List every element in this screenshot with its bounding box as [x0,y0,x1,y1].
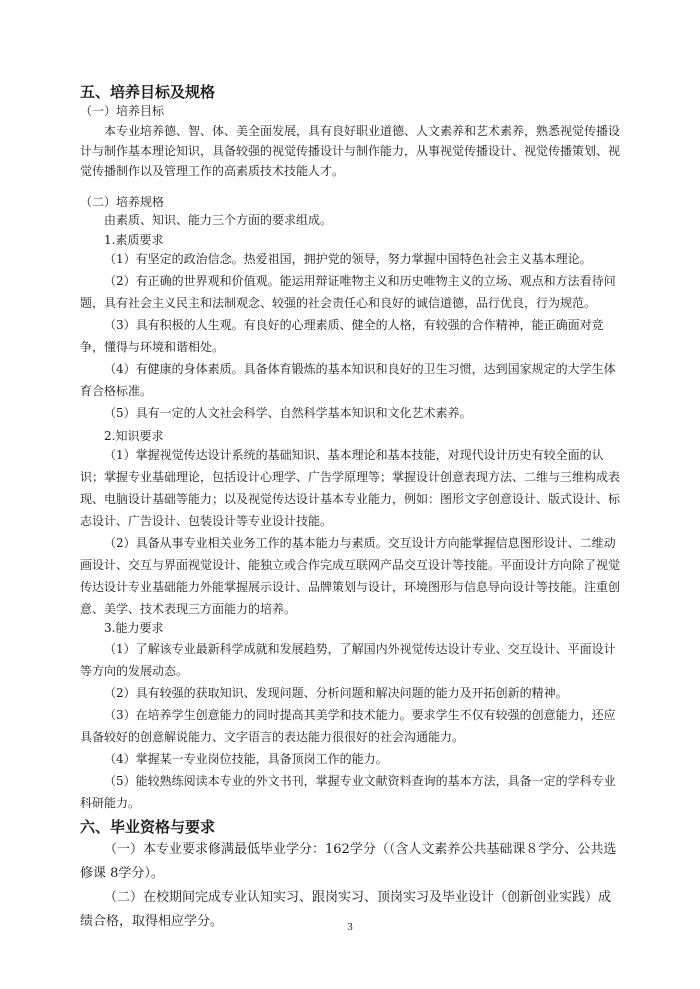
section-6-heading: 六、毕业资格与要求 [80,818,216,836]
knowledge-item-2: （2）具备从事专业相关业务工作的基本能力与素质。交互设计方向能掌握信息图形设计、二维动画设计、交互与界面视觉设计、能独立或合作完成互联网产品交互设计等技能。平面设计方向除了视觉传达设计专业基础能力外能掌握展示设计、品牌策划与设计，环境图形与信息导向设计等技能。注重创意、美学、技术表现三方面能力的培养。 [80,536,621,616]
training-spec-subheading: （二）培养规格 [80,195,165,209]
knowledge-item-1: （1）掌握视觉传达设计系统的基础知识、基本理论和基本技能，对现代设计历史有较全面的认识；掌握专业基础理论，包括设计心理学、广告学原理等；掌握设计创意表现方法、二维与三维构成表现、电脑设计基础等能力；以及视觉传达设计基本专业能力，例如：图形文字创意设计、版式设计、标志设计、广告设计、包装设计等专业设计技能。 [80,448,621,528]
ability-requirements-title: 3.能力要求 [104,621,164,635]
ability-item-4: （4）掌握某一专业岗位技能，具备顶岗工作的能力。 [104,752,388,766]
graduation-item-2: （二）在校期间完成专业认知实习、跟岗实习、顶岗实习及毕业设计（创新创业实践）成绩合格，取得相应学分。 [80,890,612,929]
training-goal-paragraph: 本专业培养德、智、体、美全面发展，具有良好职业道德、人文素养和艺术素养，熟悉视觉传播设计与制作基本理论知识，具备较强的视觉传播设计与制作能力，从事视觉传播设计、视觉传播策划、视觉传播制作以及管理工作的高素质技术技能人才。 [80,124,621,178]
graduation-item-1: （一）本专业要求修满最低毕业学分：162学分（（含人文素养公共基础课８学分、公共选修课 8学分）。 [80,842,617,881]
quality-item-5: （5）具有一定的人文社会科学、自然科学基本知识和文化艺术素养。 [104,406,472,420]
ability-item-2: （2）具有较强的获取知识、发现问题、分析问题和解决问题的能力及开拓创新的精神。 [104,686,568,700]
page-number: 3 [347,921,353,933]
quality-requirements-title: 1.素质要求 [104,233,164,247]
ability-item-5: （5）能较熟练阅读本专业的外文书刊，掌握专业文献资料查询的基本方法，具备一定的学科专业科研能力。 [80,774,616,810]
ability-item-3: （3）在培养学生创意能力的同时提高其美学和技术能力。要求学生不仅有较强的创意能力，还应具备较好的创意解说能力、文字语言的表达能力很很好的社会沟通能力。 [80,708,616,744]
section-5-heading: 五、培养目标及规格 [80,83,216,101]
ability-item-1: （1）了解该专业最新科学成就和发展趋势，了解国内外视觉传达设计专业、交互设计、平面设计等方向的发展动态。 [80,642,616,678]
quality-item-4: （4）有健康的身体素质。具备体育锻炼的基本知识和良好的卫生习惯，达到国家规定的大学生体育合格标准。 [80,362,616,398]
knowledge-requirements-title: 2.知识要求 [104,429,164,443]
training-goal-subheading: （一）培养目标 [80,104,165,118]
training-spec-intro: 由素质、知识、能力三个方面的要求组成。 [104,213,333,227]
quality-item-3: （3）具有积极的人生观。有良好的心理素质、健全的人格，有较强的合作精神，能正确面对竞争，懂得与环境和谐相处。 [80,318,604,354]
quality-item-2: （2）有正确的世界观和价值观。能运用辩证唯物主义和历史唯物主义的立场、观点和方法看待问题，具有社会主义民主和法制观念、较强的社会责任心和良好的诚信道德，品行优良，行为规范。 [80,274,616,310]
quality-item-1: （1）有坚定的政治信念。热爱祖国，拥护党的领导，努力掌握中国特色社会主义基本理论。 [104,252,592,266]
